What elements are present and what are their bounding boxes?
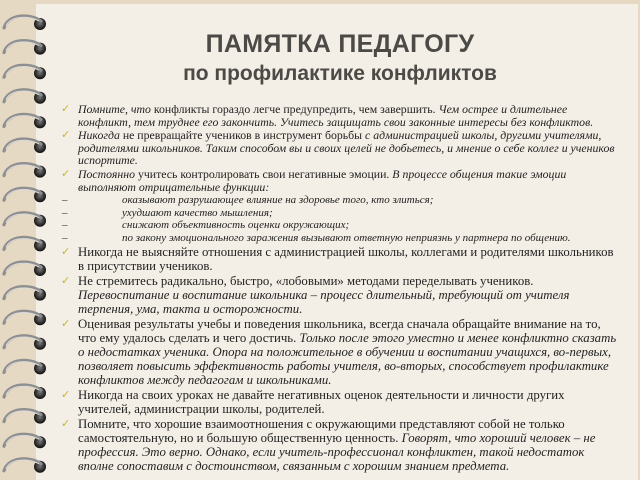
binding-ring	[4, 311, 46, 325]
page-title: ПАМЯТКА ПЕДАГОГУ	[205, 30, 475, 58]
dash-icon: –	[62, 219, 68, 232]
page-subtitle: по профилактике конфликтов	[183, 62, 497, 85]
binding-ring	[4, 360, 46, 374]
binding-ring	[4, 164, 46, 178]
list-item: ✓ Оценивая результаты учебы и поведения школьника, всегда сначала обращайте внимание на то, что ему удалось сделать и чего достичь. Только после этого уместно и менее конфликтно сказать о недостатках ученика. Опора на положительное в обучении и воспитании учащихся, во-первых, позволяет повысить эффективность работы учителя, во-вторых, способствует профилактике конфликтов между педагогам и школьниками.	[61, 316, 617, 387]
list-item: ✓ Никогда на своих уроках не давайте негативных оценок деятельности и личности других учителей, администрации школы, родителей.	[61, 387, 565, 416]
sub-item: – по закону эмоционального заражения вызывают ответную неприязнь у партнера по общению.	[62, 231, 571, 244]
list-item: ✓ Никогда не превращайте учеников в инструмент борьбы с администрацией школы, другими учителями, родителями школьников. Таким способом вы и своих целей не добьетесь, и мнение о себе коллег и учеников испортите.	[61, 128, 615, 168]
checkmark-icon: ✓	[61, 166, 71, 180]
binding-ring	[4, 434, 46, 448]
binding-ring	[4, 410, 46, 424]
checkmark-icon: ✓	[61, 273, 71, 287]
binding-ring	[4, 262, 46, 276]
binding-ring	[4, 385, 46, 399]
binding-ring	[4, 41, 46, 55]
list-item: ✓ Не стремитесь радикально, быстро, «лобовыми» методами переделывать учеников. Перевоспитание и воспитание школьника – процесс длительный, требующий от учителя терпения, ума, такта и осторожности.	[61, 273, 570, 316]
binding-ring	[4, 90, 46, 104]
list-item: ✓ Постоянно учитесь контролировать свои негативные эмоции. В процессе общения такие эмоции выполняют отрицательные функции:	[61, 166, 567, 194]
binding-ring	[4, 139, 46, 153]
binding-ring	[4, 65, 46, 79]
binding-ring	[4, 16, 46, 30]
memo-content	[60, 103, 620, 480]
checkmark-icon: ✓	[61, 103, 71, 115]
checkmark-icon: ✓	[61, 316, 71, 330]
binding-ring	[4, 188, 46, 202]
sub-item: – снижают объективность оценки окружающих;	[62, 219, 350, 232]
checkmark-icon: ✓	[61, 387, 71, 401]
list-item: ✓ Помните, что конфликты гораздо легче предупредить, чем завершить. Чем острее и длительнее конфликт, тем труднее его закончить. Учитесь защищать свои законные интересы без конфликтов.	[61, 103, 594, 129]
binding-ring	[4, 213, 46, 227]
list-item: ✓ Помните, что хорошие взаимоотношения с окружающими представляют собой не только самостоятельную, но и большую общественную ценность. Говорят, что хороший человек – не профессия. Это верно. Однако, если учитель-профессионал конфликтен, такой недостаток вполне сопоставим с достоинством, связанным с хорошим знанием предмета.	[61, 416, 596, 473]
binding-ring	[4, 459, 46, 473]
dash-icon: –	[62, 231, 68, 244]
checkmark-icon: ✓	[61, 128, 71, 142]
binding-ring	[4, 237, 46, 251]
binding-ring	[4, 336, 46, 350]
checkmark-icon: ✓	[61, 416, 71, 430]
list-item: ✓ Никогда не выясняйте отношения с администрацией школы, коллегами и родителями школьников в присутствии учеников.	[61, 244, 614, 273]
dash-icon: –	[62, 194, 68, 207]
binding-ring	[4, 287, 46, 301]
dash-icon: –	[62, 206, 68, 219]
spiral-binding-icon	[0, 10, 52, 480]
binding-ring	[4, 114, 46, 128]
checkmark-icon: ✓	[61, 244, 71, 258]
sub-item: – оказывают разрушающее влияние на здоровье того, кто злиться;	[62, 194, 434, 207]
sub-item: – ухудшают качество мышления;	[62, 206, 273, 219]
